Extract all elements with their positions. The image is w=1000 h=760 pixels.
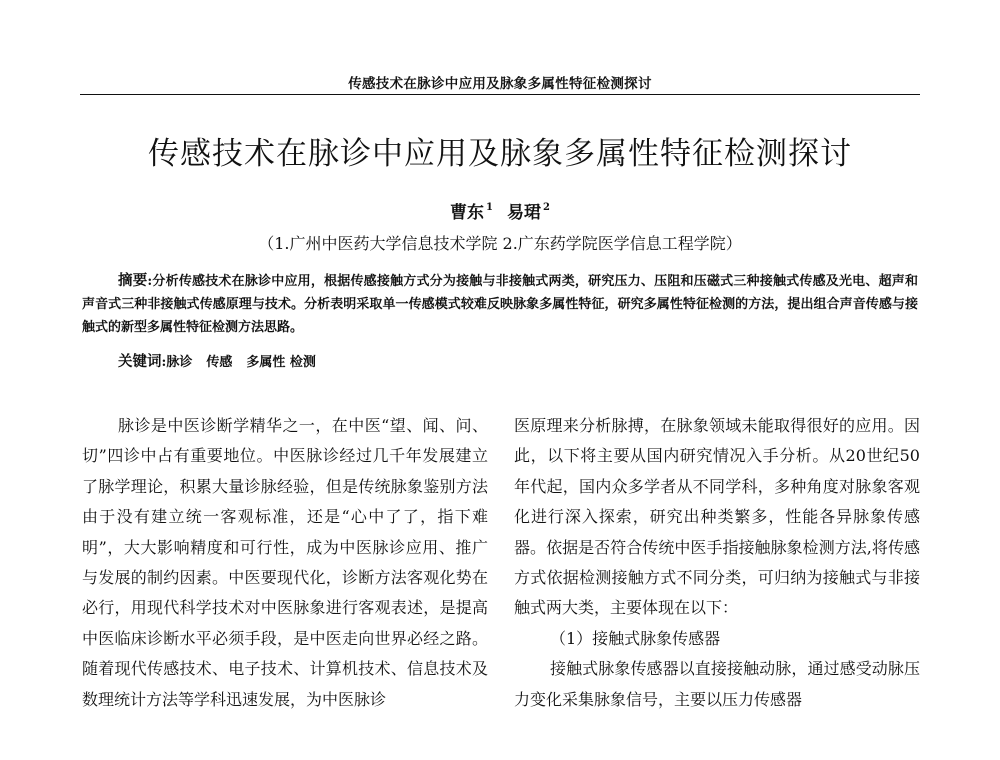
author-affiliation-mark: 1 [486,202,493,213]
keyword: 脉诊 [166,355,193,370]
keyword: 多属性 检测 [246,355,316,370]
body-paragraph: 接触式脉象传感器以直接接触动脉，通过感受动脉压力变化采集脉象信号，主要以压力传感器 [514,659,920,709]
running-header: 传感技术在脉诊中应用及脉象多属性特征检测探讨 [348,76,652,92]
abstract-label: 摘要 [118,273,148,289]
author-name: 曹东 [450,203,485,223]
paper-title: 传感技术在脉诊中应用及脉象多属性特征检测探讨 [148,136,852,172]
body-paragraph: 脉诊是中医诊断学精华之一，在中医“望、闻、问、切”四诊中占有重要地位。中医脉诊经过几千年发展建立了脉学理论，积累大量诊脉经验，但是传统脉象鉴别方法由于没有建立统一客观标准，还是“心中了了，指下难明”，大大影响精度和可行性，成为中医脉诊应用、推广与发展的制约因素。中医要现代化，诊断方法客观化势在必行，用现代科学技术对中医脉象进行客观表述，是提高中医临床诊断水平必须手段，是中医走向世界必经之路。随着现代传感技术、电子技术、计算机技术、信息技术及数理统计方法等学科迅速发展，为中医脉诊 [82,416,488,709]
authors [80,198,920,223]
body-column-left [82,411,488,715]
affiliation: （1.广州中医药大学信息技术学院 2.广东药学院医学信息工程学院） [258,234,742,253]
header-rule [80,94,920,95]
keyword: 传感 [206,355,233,370]
abstract-text: :分析传感技术在脉诊中应用，根据传感接触方式分为接触与非接触式两类，研究压力、压阻和压磁式三种接触式传感及光电、超声和声音式三种非接触式传感原理与技术。分析表明采取单一传感模式较难反映脉象多属性特征，研究多属性特征检测的方法，提出组合声音传感与接触式的新型多属性特征检测方法思路。 [82,274,918,335]
body-paragraph: 医原理来分析脉搏，在脉象领域未能取得很好的应用。因此，以下将主要从国内研究情况入手分析。从20世纪50年代起，国内众多学者从不同学科，多种角度对脉象客观化进行深入探索，研究出种类繁多，性能各异脉象传感器。依据是否符合传统中医手指接触脉象检测方法,将传感方式依据检测接触方式不同分类，可归纳为接触式与非接触式两大类，主要体现在以下： [514,416,920,618]
keywords-colon: : [161,355,167,370]
abstract [82,270,918,339]
author-name: 易珺 [507,203,541,223]
keywords [118,351,330,374]
keywords-label: 关键词 [118,354,162,370]
section-heading: （1）接触式脉象传感器 [550,628,721,648]
body-column-right [514,411,920,715]
author-affiliation-mark: 2 [543,202,550,213]
